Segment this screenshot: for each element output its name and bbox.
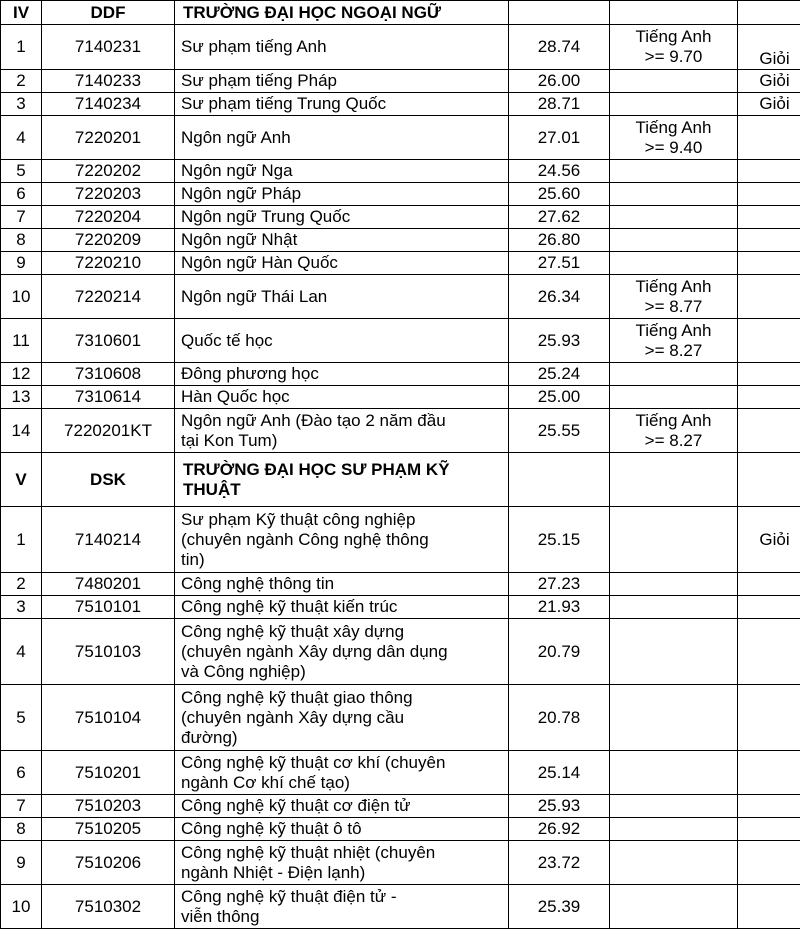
- row-condition: [610, 229, 738, 252]
- row-rank: [738, 275, 800, 319]
- row-score: 25.93: [509, 795, 610, 818]
- row-stt: 13: [1, 386, 42, 409]
- row-name: Ngôn ngữ Nga: [175, 160, 509, 183]
- row-name: [175, 619, 509, 685]
- row-rank: [738, 116, 800, 160]
- row-name-line: (chuyên ngành Xây dựng dân dụng: [181, 642, 508, 662]
- row-score: 25.55: [509, 409, 610, 453]
- row-condition: [610, 507, 738, 573]
- row-name: Hàn Quốc học: [175, 386, 509, 409]
- row-name: Sư phạm tiếng Trung Quốc: [175, 93, 509, 116]
- row-stt: 9: [1, 841, 42, 885]
- row-rank: [738, 795, 800, 818]
- section-code: DSK: [42, 453, 175, 507]
- condition-threshold: >= 8.27: [610, 431, 737, 451]
- row-stt: 2: [1, 573, 42, 596]
- row-condition: [610, 363, 738, 386]
- row-name-line: đường): [181, 728, 508, 748]
- section-name: [175, 453, 509, 507]
- row-stt: 3: [1, 596, 42, 619]
- row-rank: [738, 596, 800, 619]
- row-score: 26.34: [509, 275, 610, 319]
- row-code: 7310614: [42, 386, 175, 409]
- condition-threshold: >= 9.40: [610, 138, 737, 158]
- row-stt: 7: [1, 795, 42, 818]
- row-condition: [610, 795, 738, 818]
- table-row: [1, 183, 800, 206]
- table-row: [1, 363, 800, 386]
- row-name-line: ngành Nhiệt - Điện lạnh): [181, 863, 508, 883]
- row-code: 7220209: [42, 229, 175, 252]
- row-rank: [738, 252, 800, 275]
- row-code: 7220204: [42, 206, 175, 229]
- row-score: 26.92: [509, 818, 610, 841]
- row-name: [175, 409, 509, 453]
- condition-subject: Tiếng Anh: [610, 277, 737, 297]
- row-name: Sư phạm tiếng Anh: [175, 25, 509, 70]
- row-rank: [738, 319, 800, 363]
- row-stt: 6: [1, 183, 42, 206]
- row-stt: 5: [1, 160, 42, 183]
- table-row: [1, 70, 800, 93]
- row-condition: [610, 252, 738, 275]
- row-code: 7310608: [42, 363, 175, 386]
- row-score: 25.00: [509, 386, 610, 409]
- row-rank: Giỏi: [738, 507, 800, 573]
- row-score: 26.00: [509, 70, 610, 93]
- row-name-line: (chuyên ngành Xây dựng cầu: [181, 708, 508, 728]
- row-stt: 2: [1, 70, 42, 93]
- row-stt: 4: [1, 116, 42, 160]
- row-stt: 11: [1, 319, 42, 363]
- row-stt: 9: [1, 252, 42, 275]
- row-name-line: ngành Cơ khí chế tạo): [181, 773, 508, 793]
- row-code: 7480201: [42, 573, 175, 596]
- row-score: 25.15: [509, 507, 610, 573]
- row-stt: 14: [1, 409, 42, 453]
- row-code: 7140234: [42, 93, 175, 116]
- table-row: [1, 409, 800, 453]
- row-condition: [610, 319, 738, 363]
- row-stt: 6: [1, 751, 42, 795]
- row-rank: [738, 409, 800, 453]
- row-rank: Giỏi: [738, 93, 800, 116]
- row-name-line: Công nghệ kỹ thuật cơ khí (chuyên: [181, 753, 508, 773]
- row-condition: [610, 841, 738, 885]
- row-code: 7510101: [42, 596, 175, 619]
- table-row: [1, 275, 800, 319]
- row-name: [175, 885, 509, 929]
- row-code: 7220203: [42, 183, 175, 206]
- row-name-line: tin): [181, 550, 508, 570]
- row-score: 24.56: [509, 160, 610, 183]
- table-row: [1, 25, 800, 70]
- condition-subject: Tiếng Anh: [610, 321, 737, 341]
- row-stt: 1: [1, 25, 42, 70]
- row-name: Công nghệ kỹ thuật cơ điện tử: [175, 795, 509, 818]
- row-condition: [610, 275, 738, 319]
- row-stt: 8: [1, 818, 42, 841]
- row-score: 26.80: [509, 229, 610, 252]
- row-name-line: Ngôn ngữ Anh (Đào tạo 2 năm đầu: [181, 411, 508, 431]
- row-code: 7510302: [42, 885, 175, 929]
- table-row: [1, 685, 800, 751]
- row-rank: [738, 363, 800, 386]
- row-stt: 3: [1, 93, 42, 116]
- row-name-line: (chuyên ngành Công nghệ thông: [181, 530, 508, 550]
- row-name: Ngôn ngữ Thái Lan: [175, 275, 509, 319]
- row-name-line: tại Kon Tum): [181, 431, 508, 451]
- table-row: [1, 319, 800, 363]
- row-condition: [610, 818, 738, 841]
- section-name: TRƯỜNG ĐẠI HỌC NGOẠI NGỮ: [175, 1, 509, 25]
- row-name: Ngôn ngữ Nhật: [175, 229, 509, 252]
- row-rank: [738, 229, 800, 252]
- row-name: [175, 751, 509, 795]
- row-rank: [738, 183, 800, 206]
- row-name: [175, 507, 509, 573]
- row-name: Công nghệ thông tin: [175, 573, 509, 596]
- condition-threshold: >= 8.77: [610, 297, 737, 317]
- row-name: Quốc tế học: [175, 319, 509, 363]
- section-header: [1, 453, 800, 507]
- row-rank: [738, 619, 800, 685]
- row-name-line: Sư phạm Kỹ thuật công nghiệp: [181, 510, 508, 530]
- row-name-line: viễn thông: [181, 907, 508, 927]
- row-score: 28.71: [509, 93, 610, 116]
- row-rank: [738, 841, 800, 885]
- row-code: 7510206: [42, 841, 175, 885]
- table-row: [1, 596, 800, 619]
- row-name-line: Công nghệ kỹ thuật giao thông: [181, 688, 508, 708]
- condition-subject: Tiếng Anh: [610, 27, 737, 47]
- section-code: DDF: [42, 1, 175, 25]
- row-code: 7140233: [42, 70, 175, 93]
- table-row: [1, 160, 800, 183]
- section-name-line: THUẬT: [183, 480, 508, 500]
- table-row: [1, 751, 800, 795]
- row-rank: Giỏi: [738, 70, 800, 93]
- row-stt: 1: [1, 507, 42, 573]
- row-rank: Giỏi: [738, 25, 800, 70]
- row-condition: [610, 751, 738, 795]
- table-row: [1, 573, 800, 596]
- row-condition: [610, 409, 738, 453]
- row-stt: 12: [1, 363, 42, 386]
- row-score: 27.01: [509, 116, 610, 160]
- row-rank: [738, 206, 800, 229]
- row-score: 25.39: [509, 885, 610, 929]
- table-row: [1, 507, 800, 573]
- row-score: 25.24: [509, 363, 610, 386]
- row-score: 27.23: [509, 573, 610, 596]
- row-code: 7310601: [42, 319, 175, 363]
- section-header: [1, 1, 800, 25]
- section-name-line: TRƯỜNG ĐẠI HỌC SƯ PHẠM KỸ: [183, 460, 508, 480]
- row-code: 7220201: [42, 116, 175, 160]
- row-stt: 8: [1, 229, 42, 252]
- row-code: 7220201KT: [42, 409, 175, 453]
- row-code: 7220214: [42, 275, 175, 319]
- row-condition: [610, 573, 738, 596]
- row-stt: 5: [1, 685, 42, 751]
- condition-threshold: >= 9.70: [610, 47, 737, 67]
- condition-subject: Tiếng Anh: [610, 411, 737, 431]
- row-condition: [610, 183, 738, 206]
- table-row: [1, 252, 800, 275]
- condition-threshold: >= 8.27: [610, 341, 737, 361]
- row-condition: [610, 160, 738, 183]
- row-condition: [610, 885, 738, 929]
- table-row: [1, 619, 800, 685]
- row-condition: [610, 93, 738, 116]
- row-condition: [610, 206, 738, 229]
- row-rank: [738, 818, 800, 841]
- row-score: 25.60: [509, 183, 610, 206]
- row-name-line: Công nghệ kỹ thuật điện tử -: [181, 887, 508, 907]
- row-name-line: Công nghệ kỹ thuật nhiệt (chuyên: [181, 843, 508, 863]
- row-code: 7220210: [42, 252, 175, 275]
- row-condition: [610, 685, 738, 751]
- row-name-line: Công nghệ kỹ thuật xây dựng: [181, 622, 508, 642]
- row-name: Đông phương học: [175, 363, 509, 386]
- row-name: Sư phạm tiếng Pháp: [175, 70, 509, 93]
- row-name: Ngôn ngữ Trung Quốc: [175, 206, 509, 229]
- row-name: Ngôn ngữ Hàn Quốc: [175, 252, 509, 275]
- row-score: 28.74: [509, 25, 610, 70]
- row-name: Ngôn ngữ Anh: [175, 116, 509, 160]
- row-code: 7510103: [42, 619, 175, 685]
- row-stt: 10: [1, 885, 42, 929]
- row-score: 25.93: [509, 319, 610, 363]
- row-name: Công nghệ kỹ thuật kiến trúc: [175, 596, 509, 619]
- row-code: 7220202: [42, 160, 175, 183]
- row-name-line: và Công nghiệp): [181, 662, 508, 682]
- row-score: 21.93: [509, 596, 610, 619]
- row-rank: [738, 751, 800, 795]
- section-roman: IV: [1, 1, 42, 25]
- row-name: Ngôn ngữ Pháp: [175, 183, 509, 206]
- table-row: [1, 841, 800, 885]
- row-rank: [738, 386, 800, 409]
- table-row: [1, 93, 800, 116]
- table-row: [1, 818, 800, 841]
- condition-subject: Tiếng Anh: [610, 118, 737, 138]
- row-code: 7510201: [42, 751, 175, 795]
- row-stt: 10: [1, 275, 42, 319]
- row-code: 7510203: [42, 795, 175, 818]
- table-row: [1, 116, 800, 160]
- row-name: [175, 685, 509, 751]
- section-roman: V: [1, 453, 42, 507]
- row-rank: [738, 573, 800, 596]
- row-rank: [738, 885, 800, 929]
- table-row: [1, 229, 800, 252]
- row-condition: [610, 596, 738, 619]
- row-condition: [610, 386, 738, 409]
- row-score: 27.51: [509, 252, 610, 275]
- row-name: [175, 841, 509, 885]
- row-code: 7140231: [42, 25, 175, 70]
- table-row: [1, 206, 800, 229]
- row-condition: [610, 619, 738, 685]
- table-row: [1, 386, 800, 409]
- row-code: 7140214: [42, 507, 175, 573]
- row-score: 27.62: [509, 206, 610, 229]
- row-condition: [610, 116, 738, 160]
- row-stt: 7: [1, 206, 42, 229]
- row-score: 23.72: [509, 841, 610, 885]
- row-score: 20.78: [509, 685, 610, 751]
- row-name: Công nghệ kỹ thuật ô tô: [175, 818, 509, 841]
- row-condition: [610, 70, 738, 93]
- row-condition: [610, 25, 738, 70]
- row-stt: 4: [1, 619, 42, 685]
- table-row: [1, 885, 800, 929]
- row-code: 7510205: [42, 818, 175, 841]
- row-rank: [738, 685, 800, 751]
- row-rank: [738, 160, 800, 183]
- row-score: 25.14: [509, 751, 610, 795]
- row-score: 20.79: [509, 619, 610, 685]
- row-code: 7510104: [42, 685, 175, 751]
- table-row: [1, 795, 800, 818]
